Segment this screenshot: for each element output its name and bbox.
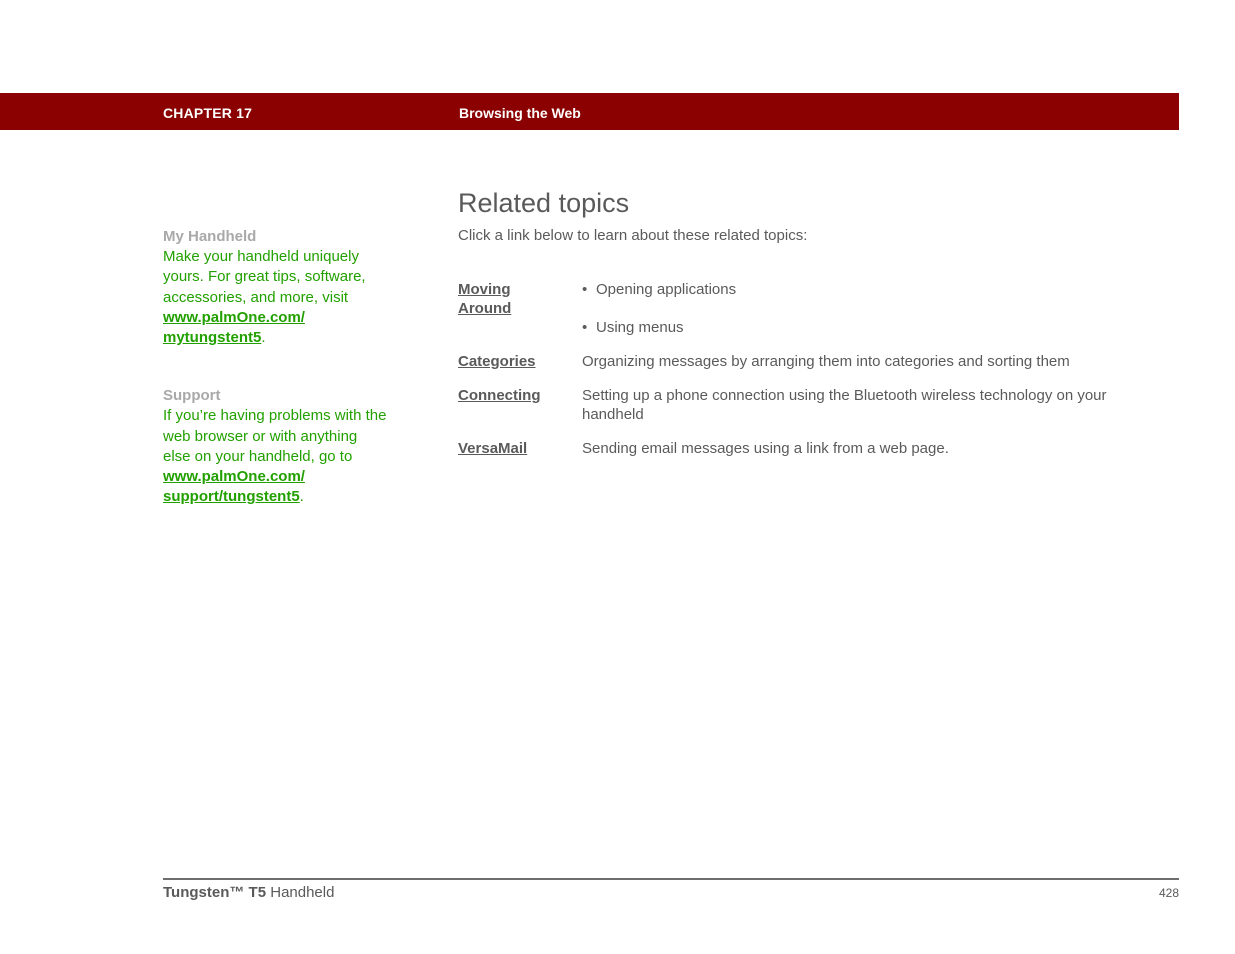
connecting-link[interactable]: Connecting bbox=[458, 387, 541, 404]
support-link-continued[interactable] bbox=[163, 488, 300, 505]
versamail-link[interactable]: VersaMail bbox=[458, 440, 528, 457]
bullet-dot-icon: • bbox=[582, 281, 588, 298]
bullet-text: Opening applications bbox=[596, 281, 737, 298]
footer-product-rest: Handheld bbox=[266, 884, 335, 901]
sidebar-support-body: If you’re having problems with the web browser or with anything else on your handheld, go to bbox=[163, 407, 387, 465]
sidebar-my-handheld bbox=[163, 227, 388, 348]
sidebar-text-support bbox=[163, 406, 388, 507]
footer-divider bbox=[163, 878, 1179, 880]
my-handheld-link-line2: mytungstent5 bbox=[163, 329, 262, 347]
topic-row-versamail bbox=[458, 439, 1148, 458]
support-link-line1: www.palmOne.com/ bbox=[163, 468, 305, 486]
bullet-dot-icon: • bbox=[582, 319, 588, 336]
versamail-description: Sending email messages using a link from a web page. bbox=[582, 440, 949, 457]
my-handheld-link[interactable] bbox=[163, 308, 388, 328]
sidebar bbox=[163, 227, 388, 545]
bullet-item bbox=[582, 280, 1148, 299]
intro-text: Click a link below to learn about these related topics: bbox=[458, 227, 808, 244]
chapter-title: Browsing the Web bbox=[459, 105, 581, 121]
bullet-text: Using menus bbox=[596, 319, 684, 336]
chapter-header-bar bbox=[0, 93, 1179, 130]
connecting-description: Setting up a phone connection using the Bluetooth wireless technology on your handheld bbox=[582, 387, 1107, 423]
support-link[interactable] bbox=[163, 467, 388, 487]
topic-row-categories bbox=[458, 352, 1148, 371]
categories-description: Organizing messages by arranging them into categories and sorting them bbox=[582, 353, 1070, 370]
sidebar-my-handheld-body: Make your handheld uniquely yours. For great tips, software, accessories, and more, visit bbox=[163, 248, 366, 306]
chapter-number: CHAPTER 17 bbox=[163, 105, 253, 121]
page-number: 428 bbox=[1158, 886, 1179, 900]
my-handheld-link-continued[interactable] bbox=[163, 329, 261, 346]
moving-around-link[interactable] bbox=[458, 280, 582, 337]
topic-row-moving-around bbox=[458, 280, 1148, 337]
categories-link[interactable]: Categories bbox=[458, 353, 536, 370]
support-trailing: . bbox=[299, 488, 304, 506]
sidebar-text-my-handheld bbox=[163, 247, 388, 348]
related-topics-table bbox=[458, 280, 1148, 473]
my-handheld-trailing: . bbox=[261, 329, 266, 347]
sidebar-heading-my-handheld: My Handheld bbox=[163, 228, 257, 245]
moving-around-link-line2: Around bbox=[458, 300, 512, 317]
moving-around-bullets bbox=[582, 280, 1148, 337]
sidebar-heading-support: Support bbox=[163, 387, 221, 405]
footer-product-bold: Tungsten™ T5 bbox=[163, 884, 267, 901]
page-title: Related topics bbox=[458, 188, 630, 218]
my-handheld-link-line1: www.palmOne.com/ bbox=[163, 308, 305, 326]
bullet-item bbox=[582, 318, 1148, 337]
moving-around-link-line1: Moving bbox=[458, 281, 511, 298]
support-link-line2: support/tungstent5 bbox=[163, 488, 300, 506]
footer-product-name bbox=[163, 884, 334, 901]
sidebar-support bbox=[163, 386, 388, 507]
topic-row-connecting bbox=[458, 386, 1148, 424]
main-content bbox=[458, 186, 1148, 457]
